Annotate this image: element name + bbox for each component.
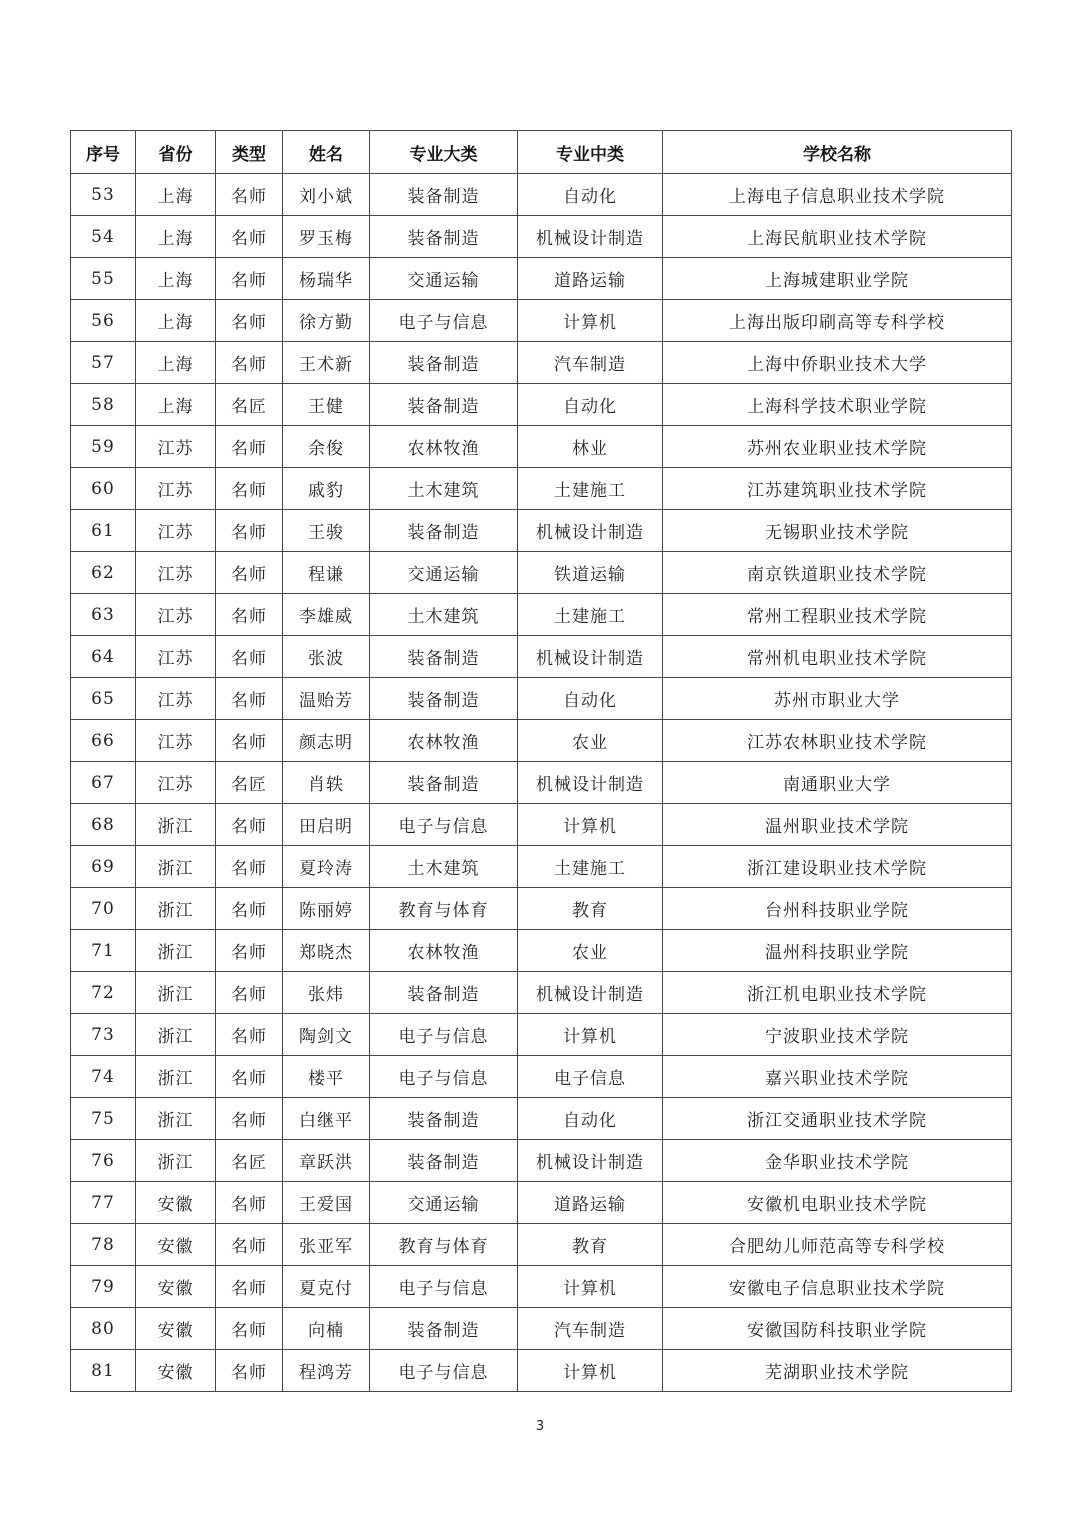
cell-province: 安徽 xyxy=(136,1350,216,1392)
cell-major-subcategory: 农业 xyxy=(518,930,663,972)
cell-type: 名师 xyxy=(216,1182,283,1224)
cell-type: 名师 xyxy=(216,300,283,342)
cell-province: 上海 xyxy=(136,342,216,384)
cell-name: 章跃洪 xyxy=(283,1140,370,1182)
header-major-subcategory: 专业中类 xyxy=(518,131,663,174)
cell-name: 白继平 xyxy=(283,1098,370,1140)
cell-major-subcategory: 土建施工 xyxy=(518,846,663,888)
table-row xyxy=(71,1182,1012,1224)
cell-province: 安徽 xyxy=(136,1308,216,1350)
cell-seq: 60 xyxy=(71,468,136,510)
cell-province: 安徽 xyxy=(136,1266,216,1308)
cell-major-subcategory: 自动化 xyxy=(518,1098,663,1140)
cell-major-category: 农林牧渔 xyxy=(370,930,518,972)
cell-seq: 66 xyxy=(71,720,136,762)
cell-major-category: 农林牧渔 xyxy=(370,720,518,762)
cell-seq: 63 xyxy=(71,594,136,636)
cell-major-subcategory: 机械设计制造 xyxy=(518,972,663,1014)
cell-school-name: 上海电子信息职业技术学院 xyxy=(663,174,1012,216)
header-seq: 序号 xyxy=(71,131,136,174)
cell-major-category: 电子与信息 xyxy=(370,804,518,846)
cell-province: 江苏 xyxy=(136,468,216,510)
cell-seq: 75 xyxy=(71,1098,136,1140)
cell-name: 夏克付 xyxy=(283,1266,370,1308)
cell-major-category: 交通运输 xyxy=(370,258,518,300)
cell-major-category: 土木建筑 xyxy=(370,846,518,888)
cell-name: 向楠 xyxy=(283,1308,370,1350)
cell-name: 程鸿芳 xyxy=(283,1350,370,1392)
cell-major-category: 土木建筑 xyxy=(370,594,518,636)
table-row xyxy=(71,426,1012,468)
cell-type: 名师 xyxy=(216,1266,283,1308)
teacher-list-table-container xyxy=(70,130,1011,1392)
cell-province: 上海 xyxy=(136,300,216,342)
cell-seq: 80 xyxy=(71,1308,136,1350)
cell-province: 江苏 xyxy=(136,720,216,762)
cell-type: 名匠 xyxy=(216,762,283,804)
cell-major-subcategory: 计算机 xyxy=(518,1014,663,1056)
cell-major-subcategory: 机械设计制造 xyxy=(518,510,663,552)
cell-type: 名师 xyxy=(216,636,283,678)
cell-name: 徐方勤 xyxy=(283,300,370,342)
page-number: 3 xyxy=(535,1419,545,1434)
header-type: 类型 xyxy=(216,131,283,174)
header-major-category: 专业大类 xyxy=(370,131,518,174)
table-row xyxy=(71,762,1012,804)
cell-school-name: 浙江交通职业技术学院 xyxy=(663,1098,1012,1140)
cell-school-name: 无锡职业技术学院 xyxy=(663,510,1012,552)
cell-name: 张亚军 xyxy=(283,1224,370,1266)
cell-major-category: 装备制造 xyxy=(370,636,518,678)
cell-major-category: 装备制造 xyxy=(370,1308,518,1350)
cell-major-subcategory: 机械设计制造 xyxy=(518,216,663,258)
cell-seq: 78 xyxy=(71,1224,136,1266)
cell-province: 浙江 xyxy=(136,1140,216,1182)
cell-type: 名师 xyxy=(216,216,283,258)
cell-province: 浙江 xyxy=(136,1098,216,1140)
cell-name: 陶剑文 xyxy=(283,1014,370,1056)
cell-province: 江苏 xyxy=(136,552,216,594)
cell-province: 江苏 xyxy=(136,510,216,552)
cell-major-category: 装备制造 xyxy=(370,762,518,804)
table-row xyxy=(71,720,1012,762)
cell-school-name: 合肥幼儿师范高等专科学校 xyxy=(663,1224,1012,1266)
cell-major-subcategory: 自动化 xyxy=(518,678,663,720)
table-row xyxy=(71,552,1012,594)
cell-major-category: 电子与信息 xyxy=(370,1266,518,1308)
cell-school-name: 常州工程职业技术学院 xyxy=(663,594,1012,636)
cell-major-category: 电子与信息 xyxy=(370,1014,518,1056)
cell-name: 余俊 xyxy=(283,426,370,468)
cell-province: 安徽 xyxy=(136,1224,216,1266)
cell-type: 名师 xyxy=(216,972,283,1014)
cell-province: 浙江 xyxy=(136,1056,216,1098)
cell-name: 颜志明 xyxy=(283,720,370,762)
cell-name: 张波 xyxy=(283,636,370,678)
cell-name: 张炜 xyxy=(283,972,370,1014)
cell-name: 李雄威 xyxy=(283,594,370,636)
cell-seq: 55 xyxy=(71,258,136,300)
cell-name: 王骏 xyxy=(283,510,370,552)
cell-major-category: 农林牧渔 xyxy=(370,426,518,468)
cell-seq: 68 xyxy=(71,804,136,846)
cell-seq: 54 xyxy=(71,216,136,258)
table-row xyxy=(71,678,1012,720)
table-row xyxy=(71,300,1012,342)
cell-province: 上海 xyxy=(136,174,216,216)
cell-major-subcategory: 道路运输 xyxy=(518,258,663,300)
cell-major-subcategory: 计算机 xyxy=(518,300,663,342)
cell-seq: 65 xyxy=(71,678,136,720)
cell-major-category: 装备制造 xyxy=(370,174,518,216)
table-row xyxy=(71,1224,1012,1266)
cell-seq: 81 xyxy=(71,1350,136,1392)
cell-major-subcategory: 汽车制造 xyxy=(518,342,663,384)
cell-major-category: 装备制造 xyxy=(370,972,518,1014)
cell-province: 上海 xyxy=(136,384,216,426)
cell-school-name: 南京铁道职业技术学院 xyxy=(663,552,1012,594)
cell-name: 肖轶 xyxy=(283,762,370,804)
cell-name: 王爱国 xyxy=(283,1182,370,1224)
cell-major-subcategory: 农业 xyxy=(518,720,663,762)
table-body xyxy=(71,174,1012,1392)
cell-major-category: 装备制造 xyxy=(370,216,518,258)
table-row xyxy=(71,846,1012,888)
cell-seq: 79 xyxy=(71,1266,136,1308)
cell-name: 温贻芳 xyxy=(283,678,370,720)
cell-name: 楼平 xyxy=(283,1056,370,1098)
cell-seq: 64 xyxy=(71,636,136,678)
cell-school-name: 安徽国防科技职业学院 xyxy=(663,1308,1012,1350)
cell-seq: 71 xyxy=(71,930,136,972)
cell-type: 名师 xyxy=(216,552,283,594)
cell-type: 名师 xyxy=(216,846,283,888)
cell-type: 名师 xyxy=(216,888,283,930)
cell-name: 程谦 xyxy=(283,552,370,594)
cell-name: 田启明 xyxy=(283,804,370,846)
cell-major-subcategory: 计算机 xyxy=(518,804,663,846)
cell-school-name: 金华职业技术学院 xyxy=(663,1140,1012,1182)
cell-school-name: 上海出版印刷高等专科学校 xyxy=(663,300,1012,342)
cell-seq: 59 xyxy=(71,426,136,468)
cell-school-name: 江苏农林职业技术学院 xyxy=(663,720,1012,762)
cell-province: 浙江 xyxy=(136,846,216,888)
cell-name: 罗玉梅 xyxy=(283,216,370,258)
cell-major-subcategory: 汽车制造 xyxy=(518,1308,663,1350)
cell-province: 浙江 xyxy=(136,972,216,1014)
cell-major-category: 电子与信息 xyxy=(370,1350,518,1392)
cell-school-name: 温州职业技术学院 xyxy=(663,804,1012,846)
cell-school-name: 上海民航职业技术学院 xyxy=(663,216,1012,258)
cell-province: 上海 xyxy=(136,258,216,300)
cell-major-subcategory: 土建施工 xyxy=(518,468,663,510)
cell-school-name: 宁波职业技术学院 xyxy=(663,1014,1012,1056)
cell-province: 浙江 xyxy=(136,1014,216,1056)
table-row xyxy=(71,258,1012,300)
cell-major-category: 装备制造 xyxy=(370,510,518,552)
cell-seq: 58 xyxy=(71,384,136,426)
cell-type: 名师 xyxy=(216,342,283,384)
table-row xyxy=(71,342,1012,384)
cell-major-subcategory: 机械设计制造 xyxy=(518,1140,663,1182)
table-row xyxy=(71,384,1012,426)
cell-type: 名师 xyxy=(216,1350,283,1392)
cell-major-subcategory: 机械设计制造 xyxy=(518,636,663,678)
table-row xyxy=(71,804,1012,846)
table-header-row xyxy=(71,131,1012,174)
table-row xyxy=(71,1098,1012,1140)
cell-major-category: 教育与体育 xyxy=(370,888,518,930)
table-row xyxy=(71,468,1012,510)
cell-school-name: 芜湖职业技术学院 xyxy=(663,1350,1012,1392)
cell-school-name: 温州科技职业学院 xyxy=(663,930,1012,972)
cell-province: 浙江 xyxy=(136,930,216,972)
cell-major-subcategory: 自动化 xyxy=(518,174,663,216)
cell-major-subcategory: 教育 xyxy=(518,1224,663,1266)
header-province: 省份 xyxy=(136,131,216,174)
cell-school-name: 安徽电子信息职业技术学院 xyxy=(663,1266,1012,1308)
cell-major-category: 电子与信息 xyxy=(370,1056,518,1098)
cell-seq: 77 xyxy=(71,1182,136,1224)
table-row xyxy=(71,216,1012,258)
table-row xyxy=(71,636,1012,678)
table-row xyxy=(71,510,1012,552)
cell-name: 杨瑞华 xyxy=(283,258,370,300)
cell-major-category: 装备制造 xyxy=(370,1140,518,1182)
cell-major-subcategory: 土建施工 xyxy=(518,594,663,636)
cell-type: 名师 xyxy=(216,1308,283,1350)
table-row xyxy=(71,1308,1012,1350)
table-row xyxy=(71,1014,1012,1056)
cell-seq: 61 xyxy=(71,510,136,552)
cell-school-name: 苏州农业职业技术学院 xyxy=(663,426,1012,468)
cell-type: 名师 xyxy=(216,1098,283,1140)
cell-seq: 56 xyxy=(71,300,136,342)
cell-major-category: 交通运输 xyxy=(370,1182,518,1224)
cell-school-name: 安徽机电职业技术学院 xyxy=(663,1182,1012,1224)
cell-seq: 76 xyxy=(71,1140,136,1182)
cell-type: 名师 xyxy=(216,930,283,972)
table-row xyxy=(71,174,1012,216)
cell-school-name: 浙江建设职业技术学院 xyxy=(663,846,1012,888)
header-name: 姓名 xyxy=(283,131,370,174)
cell-major-subcategory: 自动化 xyxy=(518,384,663,426)
cell-major-category: 交通运输 xyxy=(370,552,518,594)
cell-name: 王健 xyxy=(283,384,370,426)
cell-major-category: 装备制造 xyxy=(370,384,518,426)
teacher-list-table xyxy=(70,130,1012,1392)
cell-school-name: 南通职业大学 xyxy=(663,762,1012,804)
cell-school-name: 浙江机电职业技术学院 xyxy=(663,972,1012,1014)
cell-province: 江苏 xyxy=(136,426,216,468)
table-row xyxy=(71,972,1012,1014)
table-row xyxy=(71,1350,1012,1392)
cell-type: 名师 xyxy=(216,258,283,300)
cell-seq: 53 xyxy=(71,174,136,216)
cell-seq: 62 xyxy=(71,552,136,594)
cell-major-category: 土木建筑 xyxy=(370,468,518,510)
header-school-name: 学校名称 xyxy=(663,131,1012,174)
cell-major-subcategory: 电子信息 xyxy=(518,1056,663,1098)
cell-seq: 69 xyxy=(71,846,136,888)
cell-major-subcategory: 计算机 xyxy=(518,1266,663,1308)
cell-major-subcategory: 教育 xyxy=(518,888,663,930)
cell-name: 王术新 xyxy=(283,342,370,384)
cell-major-category: 装备制造 xyxy=(370,1098,518,1140)
cell-seq: 57 xyxy=(71,342,136,384)
cell-province: 上海 xyxy=(136,216,216,258)
cell-type: 名师 xyxy=(216,804,283,846)
table-row xyxy=(71,1266,1012,1308)
cell-seq: 73 xyxy=(71,1014,136,1056)
cell-major-subcategory: 计算机 xyxy=(518,1350,663,1392)
cell-name: 夏玲涛 xyxy=(283,846,370,888)
table-row xyxy=(71,1140,1012,1182)
cell-major-subcategory: 林业 xyxy=(518,426,663,468)
cell-province: 江苏 xyxy=(136,762,216,804)
cell-province: 江苏 xyxy=(136,678,216,720)
cell-school-name: 上海中侨职业技术大学 xyxy=(663,342,1012,384)
cell-school-name: 上海城建职业学院 xyxy=(663,258,1012,300)
cell-name: 郑晓杰 xyxy=(283,930,370,972)
cell-major-subcategory: 铁道运输 xyxy=(518,552,663,594)
cell-type: 名师 xyxy=(216,720,283,762)
cell-seq: 67 xyxy=(71,762,136,804)
cell-type: 名师 xyxy=(216,426,283,468)
cell-type: 名师 xyxy=(216,594,283,636)
cell-name: 陈丽婷 xyxy=(283,888,370,930)
cell-type: 名师 xyxy=(216,510,283,552)
cell-type: 名匠 xyxy=(216,1140,283,1182)
table-row xyxy=(71,594,1012,636)
cell-major-category: 装备制造 xyxy=(370,678,518,720)
cell-type: 名师 xyxy=(216,1014,283,1056)
cell-school-name: 苏州市职业大学 xyxy=(663,678,1012,720)
cell-province: 安徽 xyxy=(136,1182,216,1224)
cell-seq: 70 xyxy=(71,888,136,930)
cell-name: 戚豹 xyxy=(283,468,370,510)
cell-province: 江苏 xyxy=(136,594,216,636)
cell-type: 名匠 xyxy=(216,384,283,426)
cell-seq: 72 xyxy=(71,972,136,1014)
cell-type: 名师 xyxy=(216,174,283,216)
cell-major-category: 电子与信息 xyxy=(370,300,518,342)
cell-type: 名师 xyxy=(216,678,283,720)
cell-seq: 74 xyxy=(71,1056,136,1098)
cell-name: 刘小斌 xyxy=(283,174,370,216)
table-row xyxy=(71,888,1012,930)
cell-school-name: 江苏建筑职业技术学院 xyxy=(663,468,1012,510)
cell-school-name: 台州科技职业学院 xyxy=(663,888,1012,930)
cell-major-subcategory: 道路运输 xyxy=(518,1182,663,1224)
cell-school-name: 嘉兴职业技术学院 xyxy=(663,1056,1012,1098)
cell-school-name: 常州机电职业技术学院 xyxy=(663,636,1012,678)
table-row xyxy=(71,1056,1012,1098)
cell-province: 江苏 xyxy=(136,636,216,678)
cell-major-subcategory: 机械设计制造 xyxy=(518,762,663,804)
cell-province: 浙江 xyxy=(136,888,216,930)
cell-school-name: 上海科学技术职业学院 xyxy=(663,384,1012,426)
cell-type: 名师 xyxy=(216,1056,283,1098)
cell-type: 名师 xyxy=(216,1224,283,1266)
cell-province: 浙江 xyxy=(136,804,216,846)
cell-type: 名师 xyxy=(216,468,283,510)
table-row xyxy=(71,930,1012,972)
cell-major-category: 教育与体育 xyxy=(370,1224,518,1266)
cell-major-category: 装备制造 xyxy=(370,342,518,384)
